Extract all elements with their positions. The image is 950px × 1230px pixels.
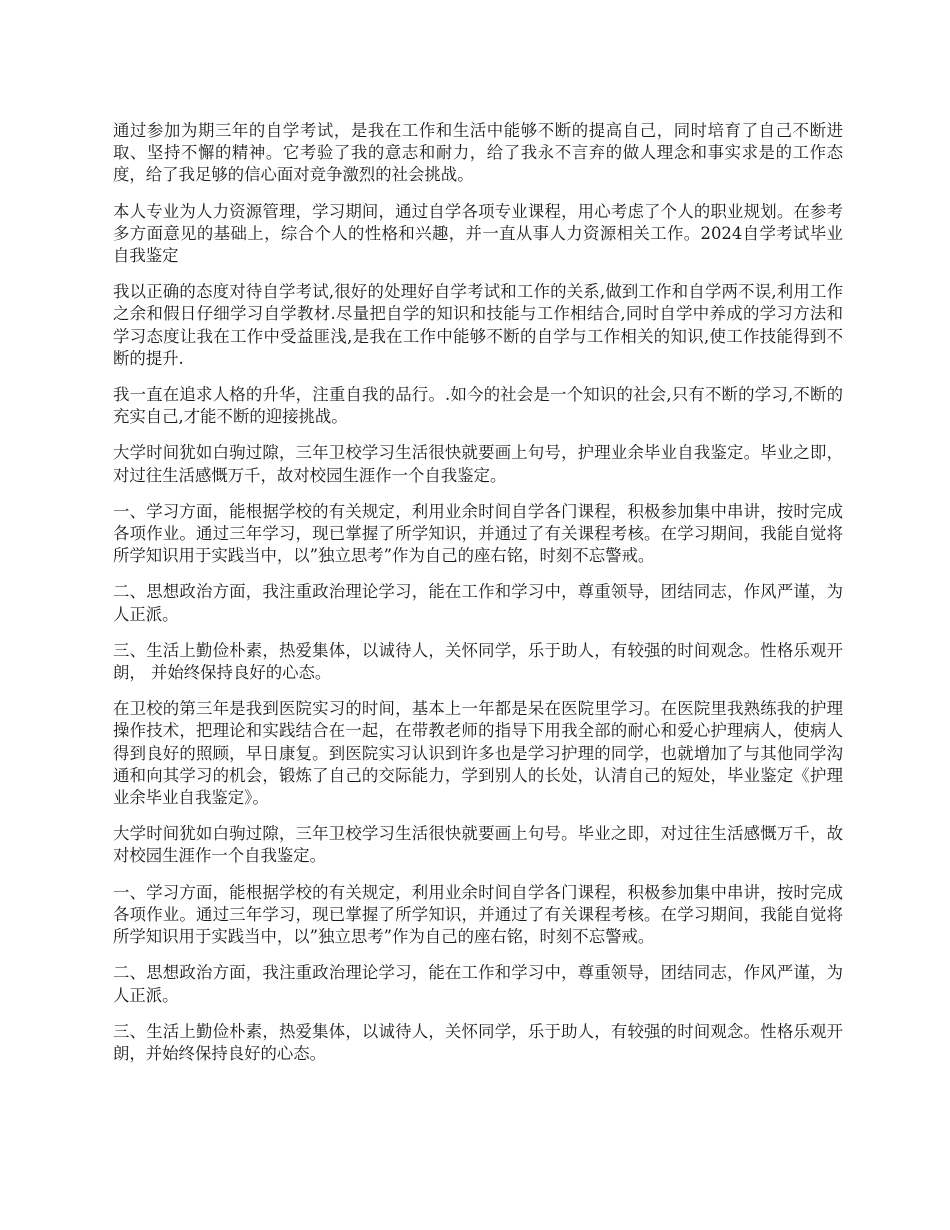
paragraph-college-time-2: 大学时间犹如白驹过隙，三年卫校学习生活很快就要画上句号。毕业之即，对过往生活感慨万千，故对校园生涯作一个自我鉴定。 — [113, 824, 843, 866]
paragraph-internship: 在卫校的第三年是我到医院实习的时间，基本上一年都是呆在医院里学习。在医院里我熟练我的护理操作技术，把理论和实践结合在一起，在带教老师的指导下用我全部的耐心和爱心护理病人，使病人得到良好的照顾，早日康复。到医院实习认识到许多也是学习护理的同学，也就增加了与其他同学沟通和向其学习的机会，锻炼了自己的交际能力，学到别人的长处，认清自己的短处，毕业鉴定《护理业余毕业自我鉴定》。 — [113, 699, 843, 808]
paragraph-politics: 二、思想政治方面，我注重政治理论学习，能在工作和学习中，尊重领导，团结同志，作风严谨，为人正派。 — [113, 582, 843, 624]
paragraph-major: 本人专业为人力资源管理，学习期间，通过自学各项专业课程，用心考虑了个人的职业规划。在参考多方面意见的基础上，综合个人的性格和兴趣，并一直从事人力资源相关工作。2024自学考试毕业自我鉴定 — [113, 201, 843, 266]
document-body — [113, 120, 843, 1079]
paragraph-study: 一、学习方面，能根据学校的有关规定，利用业余时间自学各门课程，积极参加集中串讲，按时完成各项作业。通过三年学习，现已掌握了所学知识，并通过了有关课程考核。在学习期间，我能自觉将所学知识用于实践当中，以”独立思考”作为自己的座右铭，时刻不忘警戒。 — [113, 501, 843, 566]
paragraph-politics-2: 二、思想政治方面，我注重政治理论学习，能在工作和学习中，尊重领导，团结同志，作风严谨，为人正派。 — [113, 963, 843, 1005]
paragraph-study-2: 一、学习方面，能根据学校的有关规定，利用业余时间自学各门课程，积极参加集中串讲，按时完成各项作业。通过三年学习，现已掌握了所学知识，并通过了有关课程考核。在学习期间，我能自觉将所学知识用于实践当中，以”独立思考”作为自己的座右铭，时刻不忘警戒。 — [113, 882, 843, 947]
paragraph-life-2: 三、生活上勤俭朴素，热爱集体，以诚待人，关怀同学，乐于助人，有较强的时间观念。性格乐观开朗，并始终保持良好的心态。 — [113, 1021, 843, 1063]
paragraph-character: 我一直在追求人格的升华，注重自我的品行。.如今的社会是一个知识的社会,只有不断的学习,不断的充实自己,才能不断的迎接挑战。 — [113, 385, 843, 427]
paragraph-life: 三、生活上勤俭朴素，热爱集体，以诚待人，关怀同学，乐于助人，有较强的时间观念。性格乐观开朗， 并始终保持良好的心态。 — [113, 640, 843, 683]
paragraph-attitude: 我以正确的态度对待自学考试,很好的处理好自学考试和工作的关系,做到工作和自学两不误,利用工作之余和假日仔细学习自学教材.尽量把自学的知识和技能与工作相结合,同时自学中养成的学习方法和学习态度让我在工作中受益匪浅,是我在工作中能够不断的自学与工作相关的知识,使工作技能得到不断的提升. — [113, 282, 843, 368]
paragraph-intro: 通过参加为期三年的自学考试，是我在工作和生活中能够不断的提高自己，同时培育了自己不断进取、坚持不懈的精神。它考验了我的意志和耐力，给了我永不言弃的做人理念和事实求是的工作态度，给了我足够的信心面对竞争激烈的社会挑战。 — [113, 121, 843, 185]
paragraph-college-time: 大学时间犹如白驹过隙，三年卫校学习生活很快就要画上句号，护理业余毕业自我鉴定。毕业之即，对过往生活感慨万千，故对校园生涯作一个自我鉴定。 — [113, 443, 843, 485]
